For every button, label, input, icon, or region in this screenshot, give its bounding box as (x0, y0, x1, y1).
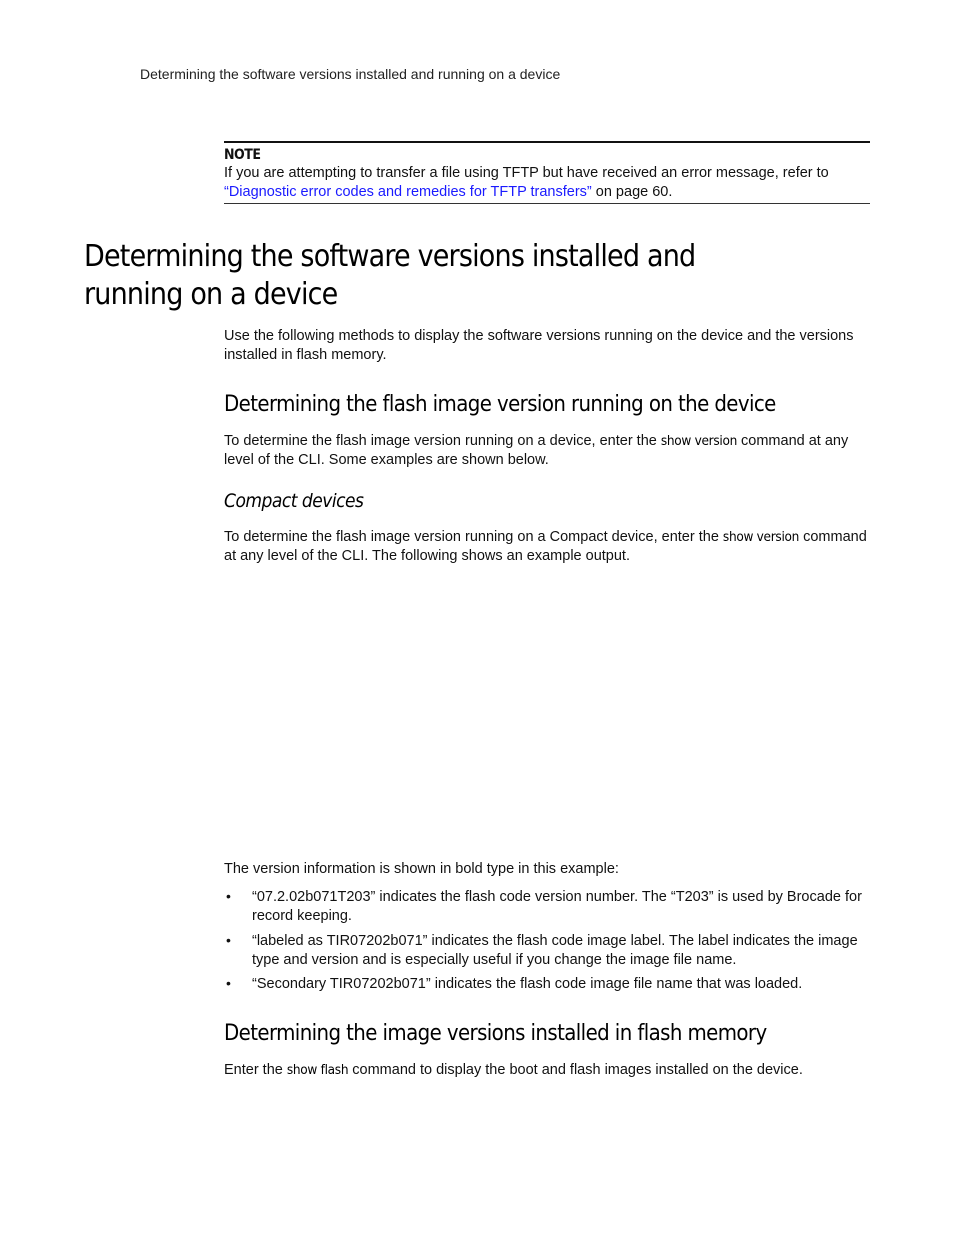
bullet-item-2: “labeled as TIR07202b071” indicates the flash code image label. The label indicates the image type and version and is especially useful if you change the image file name. (252, 933, 858, 968)
sub1-text-after: command at any level of the CLI. Some examples are shown below. (224, 433, 849, 468)
bullet-dot-2: • (226, 932, 231, 948)
section-title: Determining the software versions installed and running on a device (84, 239, 696, 312)
running-header: Determining the software versions installed and running on a device (140, 66, 561, 82)
bullet-dot-1: • (226, 888, 231, 904)
sub2-paragraph (224, 1061, 870, 1080)
bullet-item-3: “Secondary TIR07202b071” indicates the flash code image file name that was loaded. (252, 976, 803, 992)
note-text-after: on page 60. (591, 184, 673, 200)
compact-paragraph (224, 528, 870, 566)
compact-text-before: To determine the flash image version running on a Compact device, enter the (224, 529, 723, 545)
compact-command: show version (722, 529, 800, 545)
note-text (224, 164, 870, 202)
bullet-dot-3: • (226, 975, 231, 991)
compact-text-after: command at any level of the CLI. The following shows an example output. (224, 529, 867, 564)
sub2-command: show flash (286, 1062, 349, 1078)
sub1-command: show version (660, 433, 738, 449)
section-intro: Use the following methods to display the software versions running on the device and the versions installed in flash memory. (224, 328, 854, 363)
sub2-title: Determining the image versions installed in flash memory (224, 1021, 767, 1046)
sub1-text-before: To determine the flash image version running on a device, enter the (224, 433, 661, 449)
note-label: NOTE (224, 147, 261, 163)
note-link[interactable]: “Diagnostic error codes and remedies for TFTP transfers” (224, 184, 592, 200)
note-box (224, 141, 870, 204)
sub1-paragraph (224, 432, 870, 470)
compact-title: Compact devices (224, 490, 364, 512)
sub1-title: Determining the flash image version running on the device (224, 392, 776, 417)
bullet-item-1: “07.2.02b071T203” indicates the flash code version number. The “T203” is used by Brocade for record keeping. (252, 889, 862, 924)
sub2-text-before: Enter the (224, 1062, 287, 1078)
version-info-text: The version information is shown in bold type in this example: (224, 861, 619, 877)
note-text-before: If you are attempting to transfer a file using TFTP but have received an error message, refer to (224, 165, 829, 181)
sub2-text-after: command to display the boot and flash images installed on the device. (348, 1062, 803, 1078)
